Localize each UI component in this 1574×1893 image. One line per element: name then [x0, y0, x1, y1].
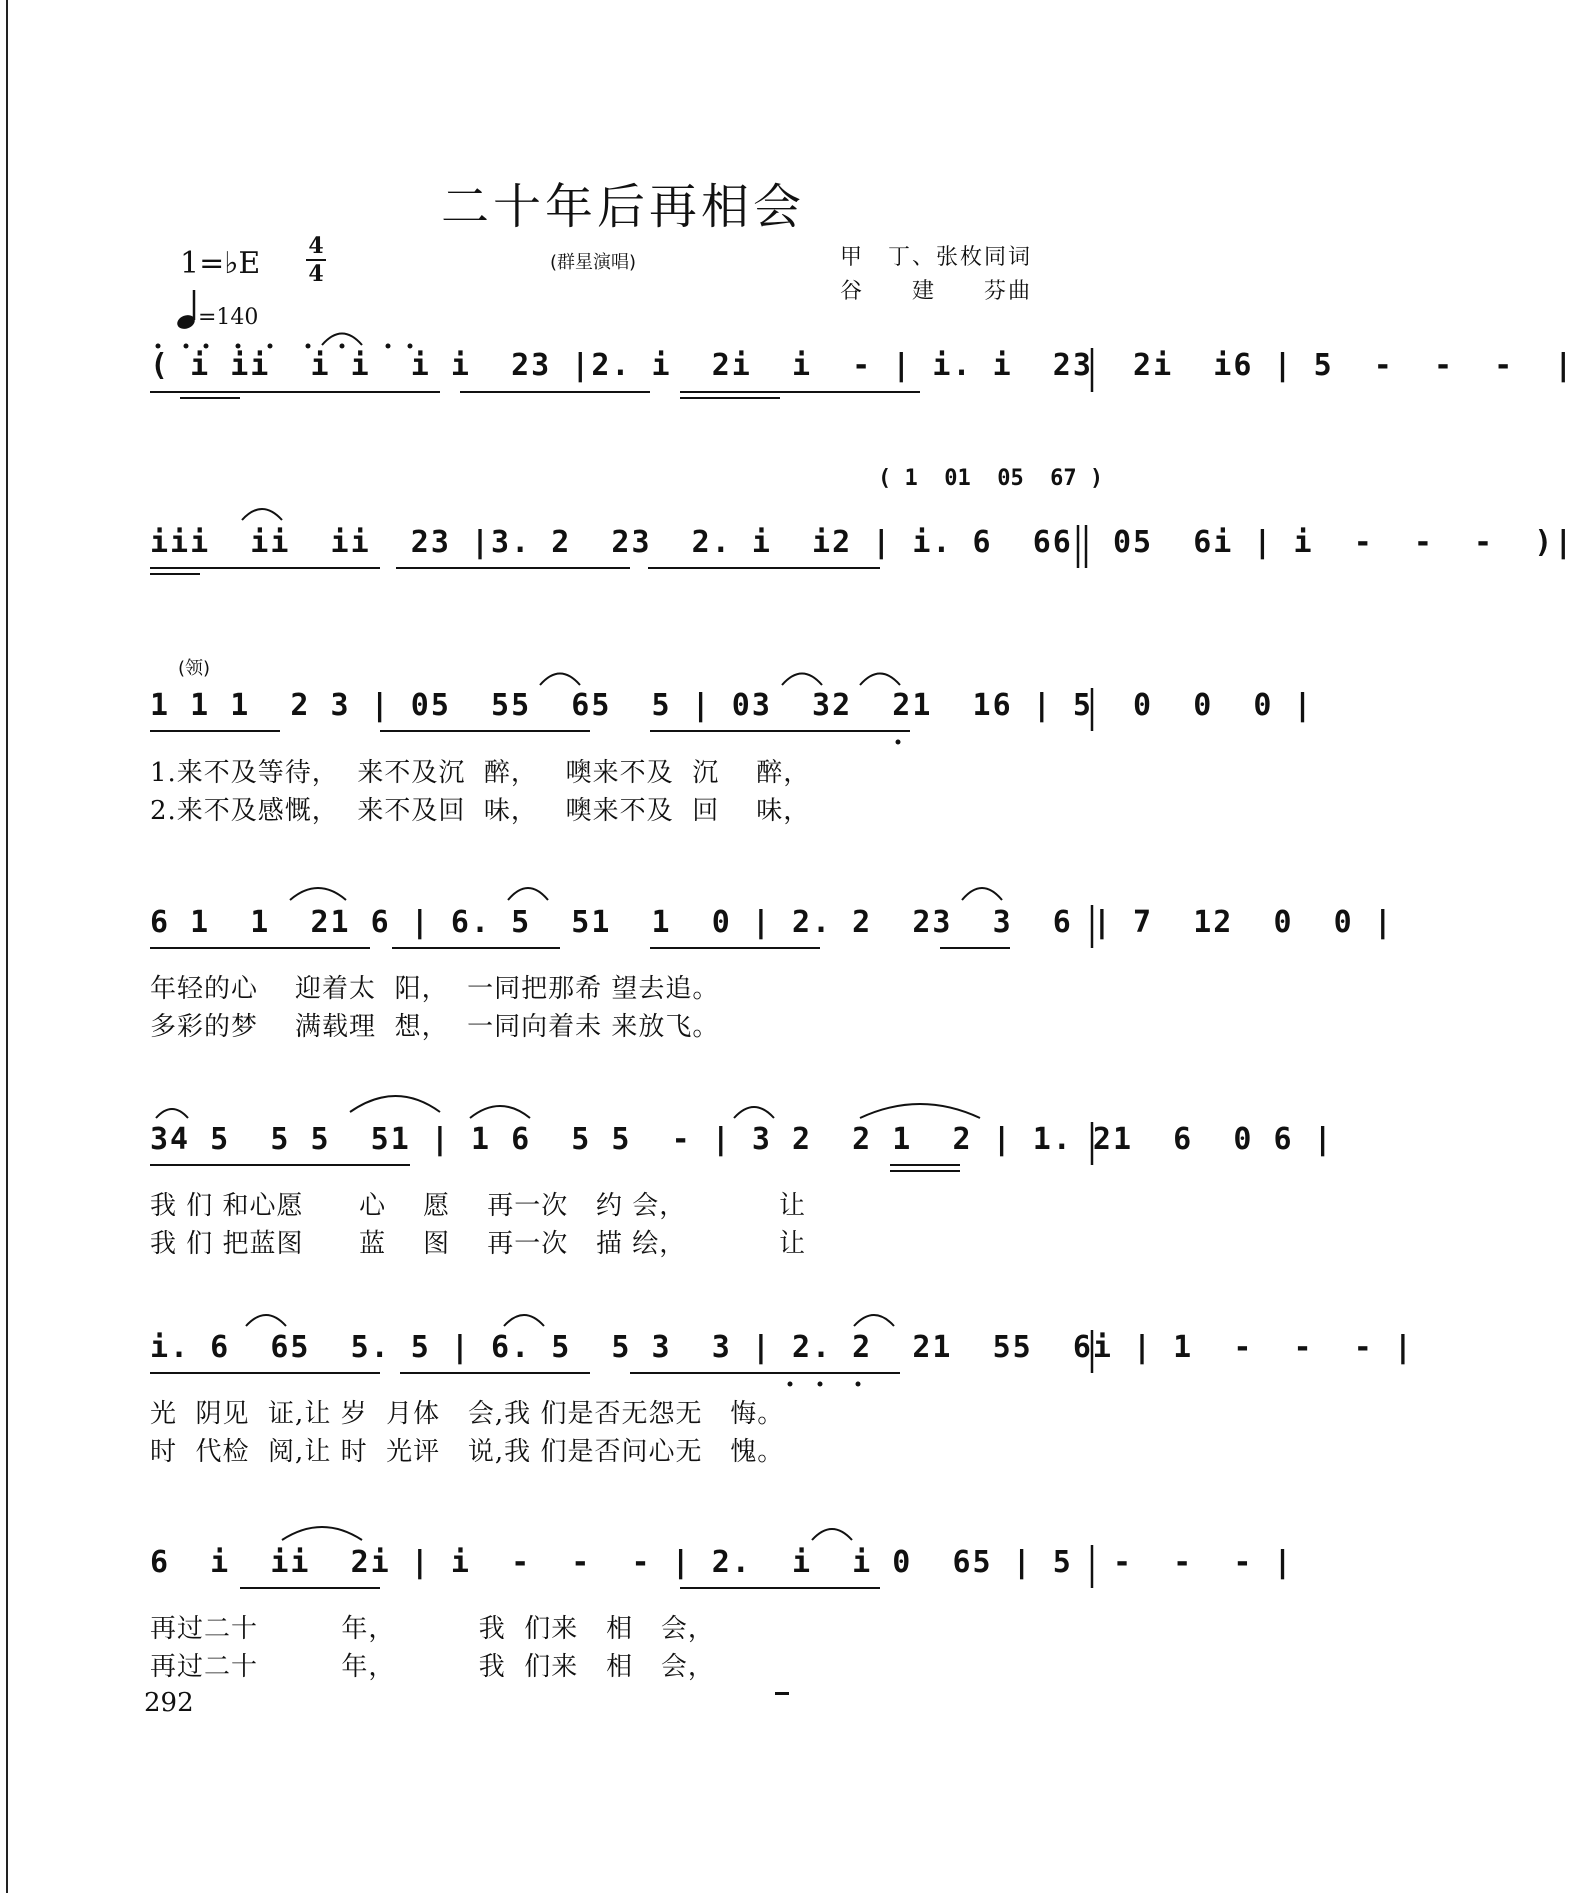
lead-singer-marker: (领) — [178, 658, 211, 679]
lyrics-line-4-verse-1: 年轻的心 迎着太 阳， 一同把那希 望去追。 — [150, 974, 720, 1004]
score-line-6: i. 6 65 5. 5 | 6. 5 5 3 3 | 2. 2 21 55 6i | 1 - - - | — [150, 1330, 1414, 1365]
song-title: 二十年后再相会 — [440, 179, 805, 235]
lyrics-line-7-verse-2: 再过二十 年， 我 们来 相 会， — [150, 1652, 715, 1682]
score-line-1: ( i ii i i i i 23 |2. i 2i i - | i. i 23 2i i6 | 5 - - - | — [150, 348, 1574, 383]
page-number: 292 — [144, 1688, 194, 1718]
lyrics-line-5-verse-2: 我 们 把蓝图 蓝 图 再一次 描 绘， 让 — [150, 1229, 806, 1259]
composer-credit: 谷 建 芬曲 — [840, 279, 1033, 304]
lyricist-credit: 甲 丁、张枚同词 — [840, 245, 1033, 270]
page-mark — [775, 1692, 789, 1695]
score-line-7: 6 i ii 2i | i - - - | 2. i i 0 65 | 5 - - - | — [150, 1545, 1294, 1580]
lyrics-line-6-verse-1: 光 阴见 证,让 岁 月体 会,我 们是否无怨无 悔。 — [150, 1399, 785, 1429]
performer: (群星演唱) — [550, 252, 637, 273]
tempo-marking: =140 — [198, 305, 259, 330]
time-signature-bottom: 4 — [308, 261, 324, 287]
lyrics-line-5-verse-1: 我 们 和心愿 心 愿 再一次 约 会， 让 — [150, 1191, 806, 1221]
score-line-5: 34 5 5 5 51 | 1 6 5 5 - | 3 2 2 1 2 | 1. 21 6 0 6 | — [150, 1122, 1334, 1157]
lyrics-line-3-verse-1: 1.来不及等待， 来不及沉 醉， 噢来不及 沉 醉， — [150, 758, 811, 788]
lyrics-line-6-verse-2: 时 代检 阅,让 时 光评 说,我 们是否问心无 愧。 — [150, 1437, 785, 1467]
lyrics-line-7-verse-1: 再过二十 年， 我 们来 相 会， — [150, 1614, 715, 1644]
key-signature: 1=♭E — [180, 246, 261, 281]
score-line-2: iii ii ii 23 |3. 2 23 2. i i2 | i. 6 66 05 6i | i - - - )| — [150, 525, 1574, 560]
lyrics-line-4-verse-2: 多彩的梦 满载理 想， 一同向着未 来放飞。 — [150, 1012, 720, 1042]
lyrics-line-3-verse-2: 2.来不及感慨， 来不及回 味， 噢来不及 回 味， — [150, 796, 811, 826]
score-line-4: 6 1 1 21 6 | 6. 5 51 1 0 | 2. 2 23 3 6 | 7 12 0 0 | — [150, 905, 1394, 940]
time-signature-top: 4 — [308, 233, 324, 259]
intro-bracket: ( 1 01 05 67 ) — [878, 466, 1104, 491]
score-line-3: 1 1 1 2 3 | 05 55 65 5 | 03 32 21 16 | 5 0 0 0 | — [150, 688, 1314, 723]
